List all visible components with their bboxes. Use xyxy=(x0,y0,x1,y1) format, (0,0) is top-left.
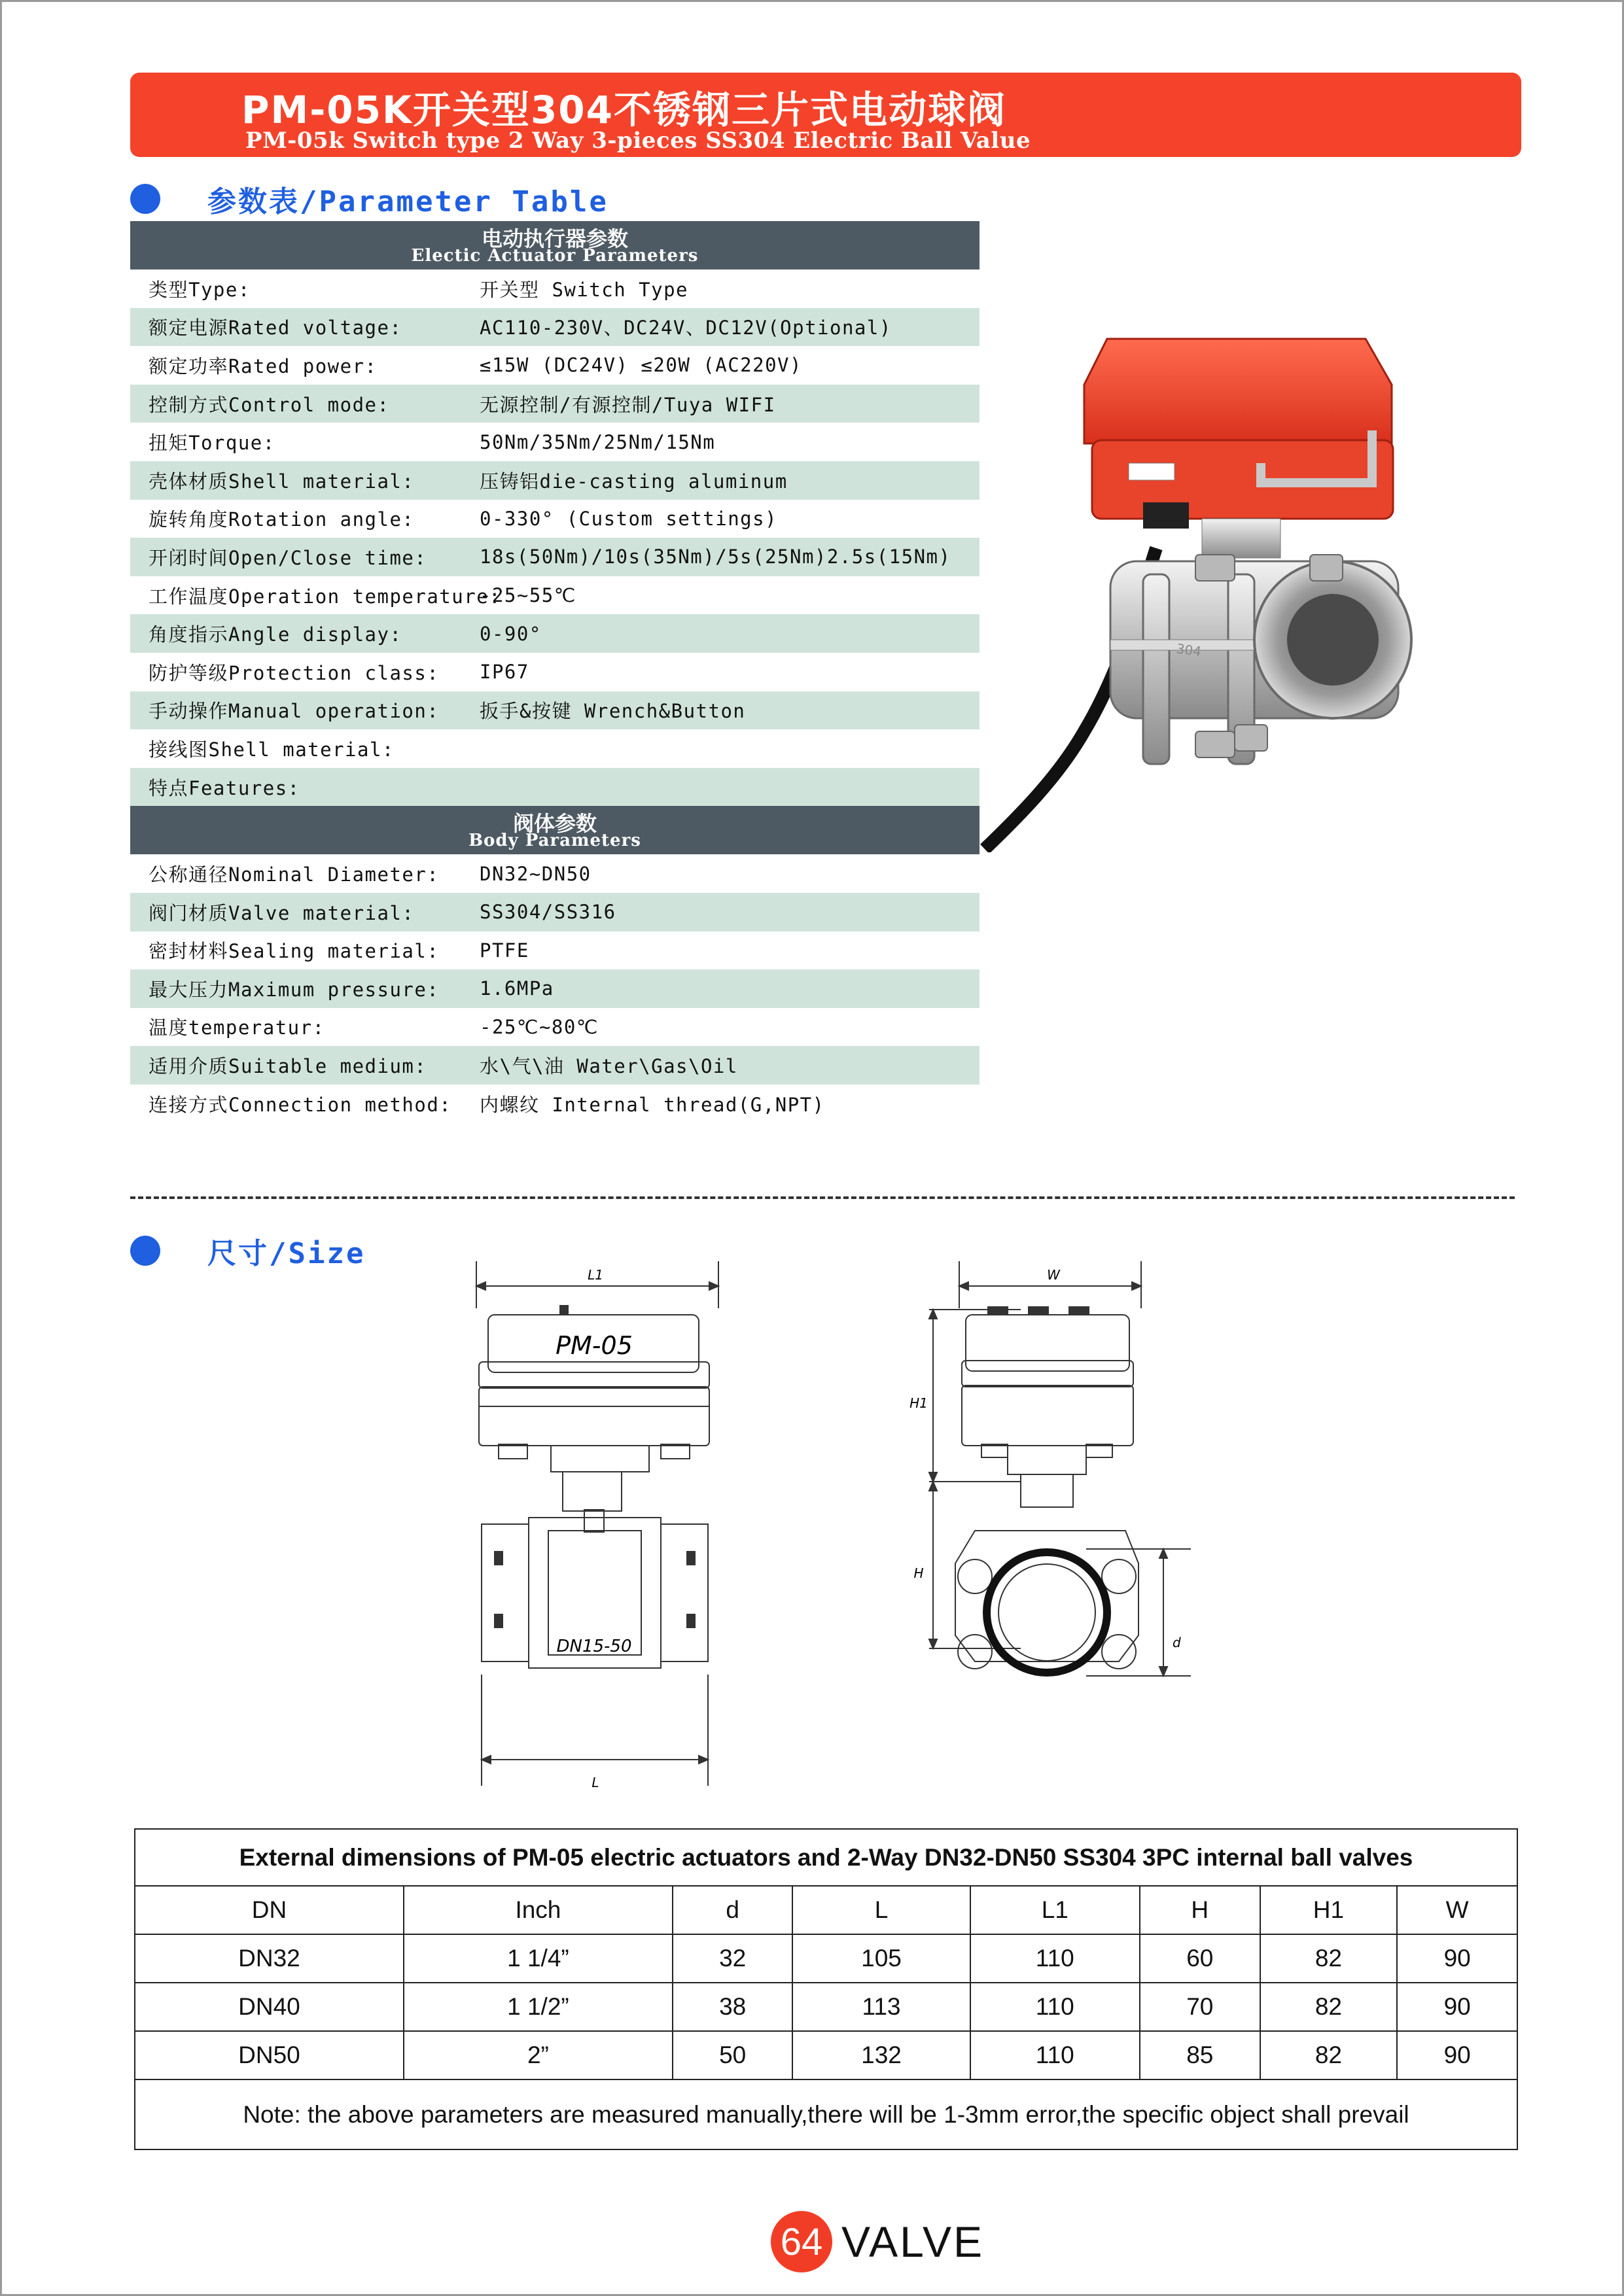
parameter-value: 18s(50Nm)/10s(35Nm)/5s(25Nm)2.5s(15Nm) xyxy=(480,546,951,568)
body-header-en: Body Parameters xyxy=(468,831,641,851)
parameter-section-title: 参数表/Parameter Table xyxy=(207,185,609,218)
front-view-drawing xyxy=(465,1256,792,1805)
parameter-label: 工作温度Operation temperature: xyxy=(149,585,502,608)
parameter-value: 内螺纹 Internal thread(G,NPT) xyxy=(480,1093,825,1116)
parameter-label: 手动操作Manual operation: xyxy=(149,700,440,723)
parameter-value: 扳手&按键 Wrench&Button xyxy=(480,700,746,723)
parameter-row xyxy=(130,1085,980,1123)
table-row xyxy=(135,1934,1517,1983)
body-params-header xyxy=(130,806,980,854)
parameter-row xyxy=(130,969,980,1008)
body-rows xyxy=(130,854,980,1122)
parameter-row xyxy=(130,385,980,423)
section-divider xyxy=(130,1196,1515,1199)
footer-brand-word: VALVE xyxy=(841,2218,984,2266)
table-cell: 82 xyxy=(1260,1934,1398,1983)
parameter-label: 密封材料Sealing material: xyxy=(149,940,440,963)
table-cell: DN40 xyxy=(135,1983,404,2031)
table-cell: 82 xyxy=(1260,1983,1398,2031)
parameter-value: SS304/SS316 xyxy=(480,901,616,924)
parameter-value: 50Nm/35Nm/25Nm/15Nm xyxy=(480,430,716,453)
parameter-label: 连接方式Connection method: xyxy=(149,1093,452,1116)
dimension-table xyxy=(134,1828,1518,2150)
parameter-label: 类型Type: xyxy=(149,278,251,301)
parameter-value: IP67 xyxy=(480,661,529,684)
parameter-label: 壳体材质Shell material: xyxy=(149,470,415,493)
dim-l-label: L xyxy=(591,1775,599,1790)
parameter-value: DN32~DN50 xyxy=(480,862,591,885)
page-title: PM-05K开关型304不锈钢三片式电动球阀 xyxy=(241,88,1007,132)
table-cell: 85 xyxy=(1140,2031,1260,2079)
column-header: Inch xyxy=(404,1886,673,1934)
parameter-label: 旋转角度Rotation angle: xyxy=(149,508,415,531)
table-cell: 132 xyxy=(792,2031,970,2079)
table-cell: 1 1/4” xyxy=(404,1934,673,1983)
page-subtitle: PM-05k Switch type 2 Way 3-pieces SS304 Electric Ball Value xyxy=(245,128,1031,154)
parameter-value: -25℃~80℃ xyxy=(480,1015,599,1038)
parameter-value: 0-90° xyxy=(480,622,542,645)
parameter-row xyxy=(130,729,980,768)
actuator-header-en: Electic Actuator Parameters xyxy=(411,246,699,266)
parameter-section-heading xyxy=(130,178,609,220)
parameter-row xyxy=(130,854,980,893)
dim-w-label: W xyxy=(1047,1267,1060,1283)
body-mark: 304 xyxy=(1175,640,1203,660)
parameter-value: ≤15W (DC24V) ≤20W (AC220V) xyxy=(480,354,802,377)
column-header: DN xyxy=(135,1886,404,1934)
parameter-row xyxy=(130,931,980,970)
bullet-dot-icon xyxy=(130,1236,160,1266)
parameter-row xyxy=(130,614,980,653)
table-cell: 70 xyxy=(1140,1983,1260,2031)
table-cell: DN32 xyxy=(135,1934,404,1983)
parameter-row xyxy=(130,1008,980,1047)
table-cell: DN50 xyxy=(135,2031,404,2079)
parameter-row xyxy=(130,1046,980,1085)
table-row xyxy=(135,1983,1517,2031)
dimension-table-body xyxy=(135,1934,1517,2079)
table-cell: 38 xyxy=(673,1983,793,2031)
parameter-label: 阀门材质Valve material: xyxy=(149,901,415,924)
table-cell: 90 xyxy=(1397,1983,1517,2031)
dimension-table-header xyxy=(135,1886,1517,1934)
table-cell: 105 xyxy=(792,1934,970,1983)
parameter-label: 温度temperatur: xyxy=(149,1017,325,1039)
parameter-label: 公称通径Nominal Diameter: xyxy=(149,863,440,886)
title-banner xyxy=(130,73,1521,157)
table-cell: 90 xyxy=(1397,1934,1517,1983)
parameter-value: 开关型 Switch Type xyxy=(480,278,689,301)
valve-stem xyxy=(1202,519,1280,558)
table-cell: 32 xyxy=(673,1934,793,1983)
barcode-label xyxy=(1129,463,1174,480)
parameter-label: 额定电源Rated voltage: xyxy=(149,317,402,339)
parameter-row xyxy=(130,346,980,385)
parameter-label: 开闭时间Open/Close time: xyxy=(149,546,427,569)
parameter-value: 水\气\油 Water\Gas\Oil xyxy=(480,1055,738,1078)
parameter-label: 特点Features: xyxy=(149,776,300,799)
table-cell: 2” xyxy=(404,2031,673,2079)
parameter-table xyxy=(130,221,980,1122)
parameter-row xyxy=(130,538,980,576)
dim-l1-label: L1 xyxy=(588,1267,603,1283)
parameter-value: 压铸铝die-casting aluminum xyxy=(480,470,788,493)
bullet-dot-icon xyxy=(130,184,160,214)
parameter-label: 接线图Shell material: xyxy=(149,738,395,761)
actuator-params-header xyxy=(130,221,980,270)
parameter-label: 最大压力Maximum pressure: xyxy=(149,978,440,1001)
product-photo xyxy=(980,313,1457,852)
table-cell: 1 1/2” xyxy=(404,1983,673,2031)
parameter-value: 无源控制/有源控制/Tuya WIFI xyxy=(480,393,776,416)
parameter-value: PTFE xyxy=(480,939,529,962)
page-number: 64 xyxy=(771,2211,832,2272)
column-header: L xyxy=(792,1886,970,1934)
body-header-zh: 阀体参数 xyxy=(512,811,597,837)
size-section-title: 尺寸/Size xyxy=(207,1237,366,1270)
parameter-value: AC110-230V、DC24V、DC12V(Optional) xyxy=(480,317,892,339)
parameter-label: 适用介质Suitable medium: xyxy=(149,1055,427,1078)
parameter-value: 1.6MPa xyxy=(480,977,554,1000)
parameter-row xyxy=(130,653,980,691)
dimension-table-caption: External dimensions of PM-05 electric actuators and 2-Way DN32-DN50 SS304 3PC internal ball valves xyxy=(135,1829,1517,1886)
parameter-row xyxy=(130,768,980,807)
parameter-label: 防护等级Protection class: xyxy=(149,661,440,684)
column-header: W xyxy=(1397,1886,1517,1934)
actuator-lid xyxy=(1084,339,1392,444)
side-view-drawing xyxy=(890,1256,1204,1799)
dim-d-label: d xyxy=(1173,1635,1181,1650)
actuator-model-label: PM-05 xyxy=(556,1331,633,1360)
table-cell: 60 xyxy=(1140,1934,1260,1983)
table-cell: 50 xyxy=(673,2031,793,2079)
parameter-label: 扭矩Torque: xyxy=(149,432,275,455)
table-cell: 113 xyxy=(792,1983,970,2031)
table-cell: 110 xyxy=(970,1934,1140,1983)
column-header: L1 xyxy=(970,1886,1140,1934)
parameter-row xyxy=(130,461,980,500)
parameter-row xyxy=(130,423,980,461)
table-cell: 110 xyxy=(970,1983,1140,2031)
table-cell: 90 xyxy=(1397,2031,1517,2079)
parameter-row xyxy=(130,270,980,308)
parameter-row xyxy=(130,691,980,730)
size-section-heading xyxy=(130,1230,365,1272)
column-header: d xyxy=(673,1886,793,1934)
parameter-row xyxy=(130,893,980,931)
parameter-row xyxy=(130,308,980,347)
actuator-rows xyxy=(130,270,980,806)
parameter-value: 0-330° (Custom settings) xyxy=(480,507,778,530)
dim-h-label: H xyxy=(913,1565,924,1581)
column-header: H xyxy=(1140,1886,1260,1934)
dim-h1-label: H1 xyxy=(909,1395,928,1411)
dimension-table-note: Note: the above parameters are measured manually,there will be 1-3mm error,the specific object shall prevail xyxy=(135,2079,1517,2149)
body-size-label: DN15-50 xyxy=(556,1637,632,1656)
parameter-label: 控制方式Control mode: xyxy=(149,393,390,416)
table-cell: 110 xyxy=(970,2031,1140,2079)
parameter-row xyxy=(130,500,980,538)
parameter-value: -25~55℃ xyxy=(480,584,576,607)
actuator-header-zh: 电动执行器参数 xyxy=(481,226,628,251)
column-header: H1 xyxy=(1260,1886,1398,1934)
parameter-label: 角度指示Angle display: xyxy=(149,623,402,646)
parameter-label: 额定功率Rated power: xyxy=(149,355,378,377)
table-row xyxy=(135,2031,1517,2079)
table-cell: 82 xyxy=(1260,2031,1398,2079)
parameter-row xyxy=(130,576,980,615)
page-footer xyxy=(771,2211,984,2272)
